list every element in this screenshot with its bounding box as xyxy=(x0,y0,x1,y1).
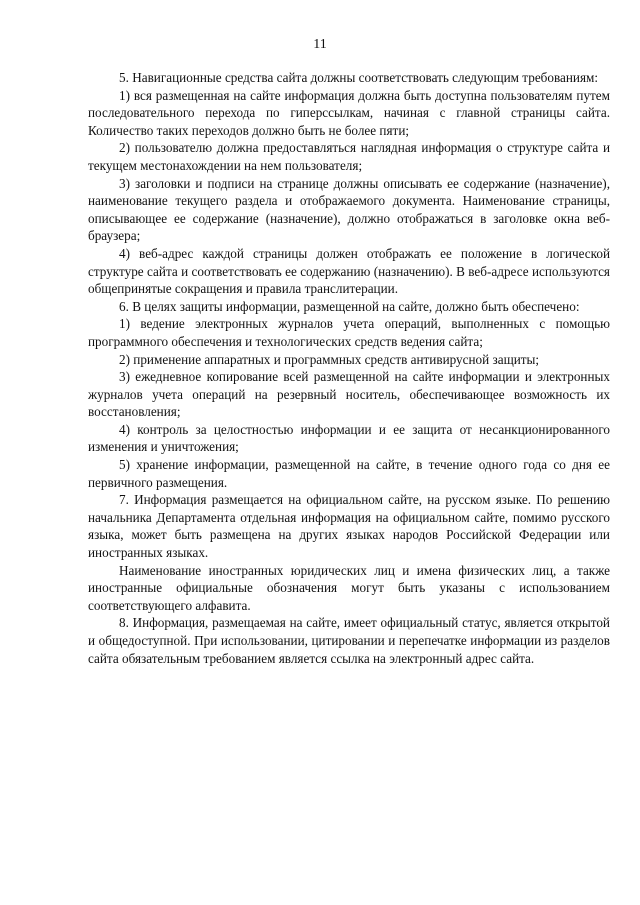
section-7-paragraph: 7. Информация размещается на официальном сайте, на русском языке. По решению начальника Департамента отдельная информация на официальном сайте, помимо русского языка, может быть размещена на других языках народов Российской Федерации или иностранных языках. xyxy=(88,492,610,561)
page-number: 11 xyxy=(313,37,327,52)
section-5-item-4: 4) веб-адрес каждой страницы должен отображать ее положение в логической структуре сайта и соответствовать ее содержанию (назначению). В веб-адресе используются общепринятые сокращения и правила транслитерации. xyxy=(88,245,610,297)
section-6-item-4: 4) контроль за целостностью информации и ее защита от несанкционированного изменения и уничтожения; xyxy=(88,421,610,455)
document-body xyxy=(88,69,610,667)
section-6-item-2: 2) применение аппаратных и программных средств антивирусной защиты; xyxy=(119,351,540,367)
section-6-heading: 6. В целях защиты информации, размещенной на сайте, должно быть обеспечено: xyxy=(119,298,580,314)
section-6-item-1: 1) ведение электронных журналов учета операций, выполненных с помощью программного обеспечения и технологических средств ведения сайта; xyxy=(88,316,610,349)
section-5-item-2: 2) пользователю должна предоставляться наглядная информация о структуре сайта и текущем местонахождении на нем пользователя; xyxy=(88,140,610,173)
section-6-item-3: 3) ежедневное копирование всей размещенной на сайте информации и электронных журналов учета операций на резервный носитель, обеспечивающее возможность их восстановления; xyxy=(88,369,610,420)
section-6-item-5: 5) хранение информации, размещенной на сайте, в течение одного года со дня ее первичного размещения. xyxy=(88,457,610,490)
section-5-item-3: 3) заголовки и подписи на странице должны описывать ее содержание (назначение), наименование текущего раздела и отображаемого документа. Наименование страницы, описывающее ее содержание (назначение), должно отображаться в заголовке окна веб-браузера; xyxy=(88,175,610,244)
section-7-foreign-names: Наименование иностранных юридических лиц и имена физических лиц, а также иностранные официальные обозначения могут быть указаны с использованием соответствующего алфавита. xyxy=(88,562,610,613)
section-8-paragraph: 8. Информация, размещаемая на сайте, имеет официальный статус, является открытой и общедоступной. При использовании, цитировании и перепечатке информации из разделов сайта обязательным требованием является ссылка на электронный адрес сайта. xyxy=(88,615,610,666)
section-5-item-1: 1) вся размещенная на сайте информация должна быть доступна пользователям путем последовательного перехода по гиперссылкам, начиная с главной страницы сайта. Количество таких переходов должно быть не более пяти; xyxy=(88,87,610,138)
section-5-heading: 5. Навигационные средства сайта должны соответствовать следующим требованиям: xyxy=(119,70,599,85)
